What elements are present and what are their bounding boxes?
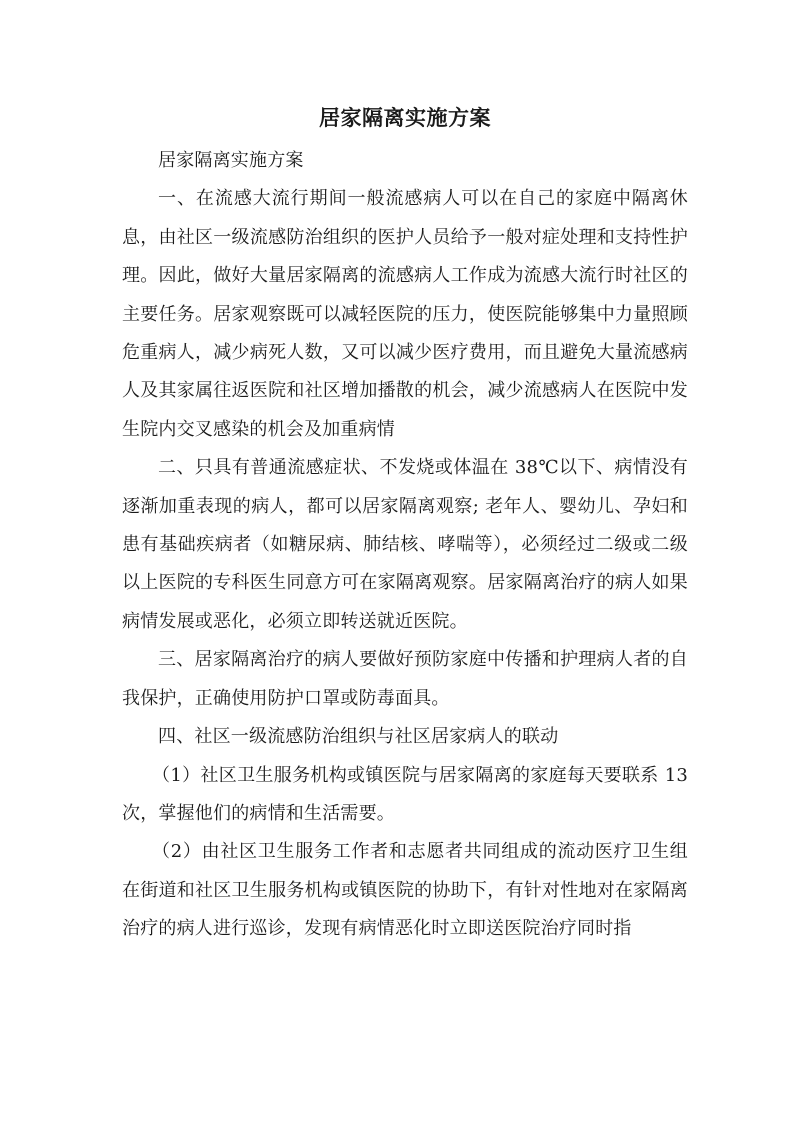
section-one-paragraph: 一、在流感大流行期间一般流感病人可以在自己的家庭中隔离休息，由社区一级流感防治组织的医护人员给予一般对症处理和支持性护理。因此，做好大量居家隔离的流感病人工作成为流感大流行时社区的主要任务。居家观察既可以减轻医院的压力，使医院能够集中力量照顾危重病人，减少病死人数，又可以减少医疗费用，而且避免大量流感病人及其家属往返医院和社区增加播散的机会，减少流感病人在医院中发生院内交叉感染的机会及加重病情	[122, 188, 688, 440]
item-one-paragraph: （1）社区卫生服务机构或镇医院与居家隔离的家庭每天要联系 13 次，掌握他们的病情和生活需要。	[122, 764, 688, 824]
subtitle-paragraph: 居家隔离实施方案	[158, 150, 304, 171]
item-two-paragraph: （2）由社区卫生服务工作者和志愿者共同组成的流动医疗卫生组在街道和社区卫生服务机构或镇医院的协助下，有针对性地对在家隔离治疗的病人进行巡诊，发现有病情恶化时立即送医院治疗同时指	[122, 841, 688, 940]
section-two-paragraph: 二、只具有普通流感症状、不发烧或体温在 38℃以下、病情没有逐渐加重表现的病人，都可以居家隔离观察; 老年人、婴幼儿、孕妇和患有基础疾病者（如糖尿病、肺结核、哮喘等），必须经过二级或二级以上医院的专科医生同意方可在家隔离观察。居家隔离治疗的病人如果病情发展或恶化，必须立即转送就近医院。	[122, 457, 688, 632]
section-three-paragraph: 三、居家隔离治疗的病人要做好预防家庭中传播和护理病人者的自我保护，正确使用防护口罩或防毒面具。	[122, 649, 688, 709]
section-four-heading: 四、社区一级流感防治组织与社区居家病人的联动	[158, 726, 559, 748]
document-body	[122, 102, 688, 949]
document-title: 居家隔离实施方案	[319, 105, 491, 130]
